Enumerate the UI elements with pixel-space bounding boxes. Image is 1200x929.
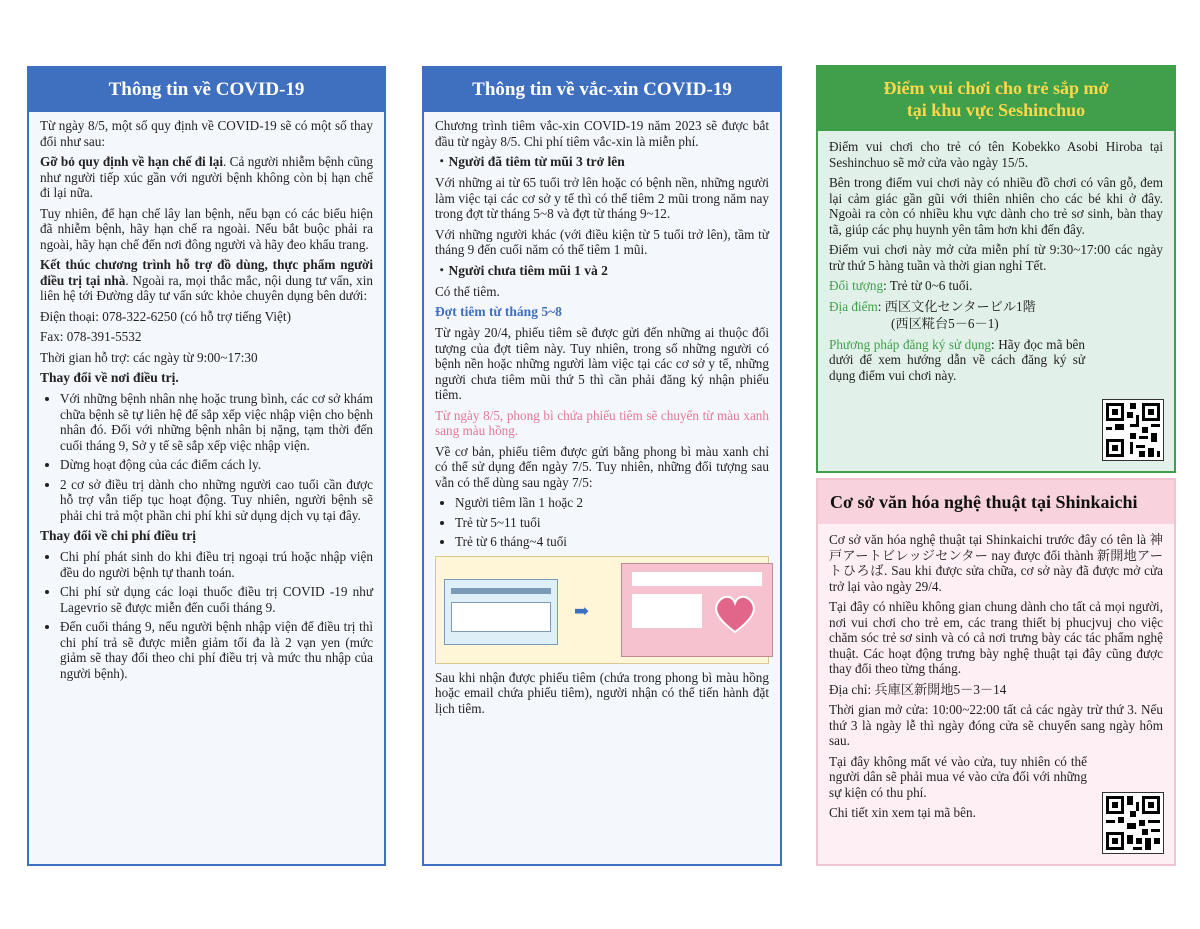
list-item: • Chi phí sử dụng các loại thuốc điều trị COVID -19 như Lagevrio sẽ được miễn đến cuối tháng 9. (60, 584, 373, 615)
dose3-heading: ・Người đã tiêm từ mũi 3 trở lên (435, 154, 625, 169)
playground-address-2: (西区糀台5－6－1) (891, 316, 999, 331)
unvaccinated-heading: ・Người chưa tiêm mũi 1 và 2 (435, 262, 608, 278)
covid-info-title: Thông tin về COVID-19 (29, 68, 384, 112)
vaccine-info-title: Thông tin về vắc-xin COVID-19 (424, 68, 780, 112)
playground-address (829, 299, 1163, 315)
playground-title (818, 67, 1174, 131)
covid-info-panel (27, 66, 386, 866)
playground-description: Bên trong điểm vui chơi này có nhiều đồ chơi có vân gỗ, đem lại cảm giác gần gũi với thiên nhiên cho các bé khi ở đây. Ngoài ra còn có nhiều khu vực dành cho trẻ sơ sinh, bàn thay tã, giúp các phụ huynh yên tâm hơn khi đến đây. (829, 175, 1163, 237)
playground-title-line2: tại khu vực Seshinchuo (906, 100, 1086, 120)
playground-hours: Điểm vui chơi này mở cửa miễn phí từ 9:30~17:00 các ngày trừ thứ 5 hàng tuần và thời gian nghỉ Tết. (829, 242, 1163, 273)
shinkaichi-address: Địa chỉ: 兵庫区新開地5－3－14 (829, 681, 1007, 697)
envelope-illustration (435, 556, 769, 664)
shinkaichi-art-panel (816, 478, 1176, 866)
blue-envelope-text: Về cơ bản, phiếu tiêm được gửi bằng phong bì màu xanh chỉ có thể sử dụng đến ngày 7/5. Tuy nhiên, những đối tượng sau vẫn có thể dùng sau ngày 7/5: (435, 443, 769, 490)
ticket-delivery-text: Từ ngày 20/4, phiếu tiêm sẽ được gửi đến những ai thuộc đối tượng của đợt tiêm này. Tuy nhiên, trong số những người có bệnh nền hoặc những người làm việc tại các cơ sở y tế, những người chưa tiêm mũi thứ 5 thì cần phải đăng ký nhận phiếu tiêm. (435, 325, 769, 402)
covid-intro: Từ ngày 8/5, một số quy định về COVID-19 sẽ có một số thay đổi như sau: (40, 118, 373, 149)
shinkaichi-hours: Thời gian mở cửa: 10:00~22:00 tất cả các ngày trừ thứ 3. Nếu thứ 3 là ngày lễ thì ngày đóng cửa sẽ chuyển sang ngày hôm sau. (829, 702, 1163, 748)
after-receipt-text: Sau khi nhận được phiếu tiêm (chứa trong phong bì màu hồng hoặc email chứa phiếu tiêm), người nhận có thể tiến hành đặt lịch tiêm. (435, 669, 769, 716)
eligible-list (435, 495, 769, 550)
list-item: • 2 cơ sở điều trị dành cho những người cao tuổi cần được hỗ trợ vẫn tiếp tục hoạt động. Tuy nhiên, người bệnh sẽ phải chi trả một phần chi phí khi sử dụng dịch vụ tại đây. (60, 477, 373, 524)
playground-registration (829, 337, 1163, 384)
address-label: Địa điểm (829, 298, 878, 314)
dose3-others-text: Với những người khác (với điều kiện từ 5 tuổi trở lên), tầm từ tháng 9 đến cuối năm có thể tiêm 1 mũi. (435, 226, 769, 257)
list-item: • Trẻ từ 5~11 tuổi (455, 515, 769, 531)
kids-playground-panel (816, 65, 1176, 473)
support-end-text: . Ngoài ra, mọi thắc mắc, nội dung tư vấn, xin liên hệ tới Đường dây tư vấn sức khỏe chuyên dụng bên dưới: (40, 272, 373, 303)
playground-title-line1: Điểm vui chơi cho trẻ sắp mở (883, 78, 1109, 98)
envelope-color-notice: Từ ngày 8/5, phong bì chứa phiếu tiêm sẽ chuyển từ màu xanh sang màu hồng. (435, 407, 769, 438)
target-value: : Trẻ từ 0~6 tuổi. (883, 278, 973, 293)
travel-restriction-paragraph (40, 154, 373, 201)
fax-number: Fax: 078-391-5532 (40, 329, 142, 344)
list-item: • Đến cuối tháng 9, nếu người bệnh nhập viện để điều trị thì chi phí trả sẽ được miễn giảm tối đa là 2 vạn yen (mức giảm sẽ thay đổi theo chi phí điều trị và mức thu nhập của người bệnh). (60, 619, 373, 681)
vaccine-intro: Chương trình tiêm vắc-xin COVID-19 năm 2023 sẽ được bắt đầu từ ngày 8/5. Chi phí tiêm vắc-xin là miễn phí. (435, 118, 769, 149)
vaccine-info-body (424, 112, 780, 864)
address-value: : 西区文化センタービル1階 (877, 298, 1036, 314)
unvaccinated-text: Có thể tiêm. (435, 283, 500, 299)
treatment-cost-heading: Thay đổi về chi phí điều trị (40, 528, 197, 543)
shinkaichi-title: Cơ sở văn hóa nghệ thuật tại Shinkaichi (818, 480, 1174, 524)
shinkaichi-qr-code[interactable] (1102, 792, 1164, 854)
support-hours: Thời gian hỗ trợ: các ngày từ 9:00~17:30 (40, 349, 258, 365)
registration-label: Phương pháp đăng ký sử dụng (829, 336, 992, 352)
round-may-aug-heading: Đợt tiêm từ tháng 5~8 (435, 304, 562, 319)
treatment-cost-list (40, 549, 373, 681)
list-item: • Trẻ từ 6 tháng~4 tuổi (455, 534, 769, 550)
playground-opening: Điểm vui chơi cho trẻ có tên Kobekko Asobi Hiroba tại Seshinchuo sẽ mở cửa vào ngày 15/5. (829, 139, 1163, 170)
treatment-place-list (40, 391, 373, 523)
list-item: • Với những bệnh nhân nhẹ hoặc trung bình, các cơ sở khám chữa bệnh sẽ tự liên hệ để sắp xếp việc nhập viện cho bệnh nhân đó. Đối với những bệnh nhân bị nặng, tạm thời đến cuối tháng 9, Sở y tế sẽ sắp xếp việc nhập viện. (60, 391, 373, 453)
support-end-paragraph (40, 257, 373, 304)
pink-envelope-image (621, 563, 773, 657)
treatment-place-heading: Thay đổi về nơi điều trị. (40, 370, 179, 385)
shinkaichi-details: Chi tiết xin xem tại mã bên. (829, 805, 976, 820)
travel-restriction-text: . Cả người nhiễm bệnh cũng như người tiếp xúc gần với người bệnh không còn bị hạn chế đi lại nữa. (40, 154, 373, 200)
list-item: • Dừng hoạt động của các điểm cách ly. (60, 457, 373, 473)
heart-icon (712, 594, 758, 634)
travel-restriction-heading: Gỡ bỏ quy định về hạn chế đi lại (40, 154, 224, 169)
blue-envelope-image (444, 579, 558, 645)
shinkaichi-intro: Cơ sở văn hóa nghệ thuật tại Shinkaichi trước đây có tên là 神戸アートビレッジセンター nay được đổi thành 新開地アートひろば. Sau khi được sửa chữa, cơ sở này đã được mở cửa trở lại vào ngày 29/4. (829, 532, 1163, 594)
support-end-heading: Kết thúc chương trình hỗ trợ đồ dùng, thực phẩm người điều trị tại nhà (40, 257, 373, 288)
playground-qr-code[interactable] (1102, 399, 1164, 461)
dose3-elderly-text: Với những ai từ 65 tuổi trở lên hoặc có bệnh nền, những người làm việc tại các cơ sở y tế thì có thể tiêm 2 mũi trong năm nay trong đợt từ tháng 5~8 và đợt từ tháng 9~12. (435, 175, 769, 221)
registration-value: : Hãy đọc mã bên dưới để xem hướng dẫn về cách đăng ký sử dụng điểm vui chơi này. (829, 336, 1085, 383)
spread-prevention-text: Tuy nhiên, để hạn chế lây lan bệnh, nếu bạn có các biểu hiện đã nhiễm bệnh, hãy hạn chế ra ngoài. Nếu bắt buộc phải ra ngoài, hãy hạn chế đến nơi đông người và hãy đeo khẩu trang. (40, 205, 373, 252)
list-item: • Người tiêm lần 1 hoặc 2 (455, 495, 769, 511)
playground-target (829, 278, 1163, 294)
covid-info-body (29, 112, 384, 864)
arrow-right-icon: ➡ (574, 600, 590, 621)
target-label: Đối tượng (829, 278, 884, 293)
shinkaichi-fee: Tại đây không mất vé vào cửa, tuy nhiên có thể người dân sẽ phải mua vé vào cửa đối với những sự kiện có thu phí. (829, 753, 1087, 800)
phone-number: Điện thoại: 078-322-6250 (có hỗ trợ tiếng Việt) (40, 308, 291, 324)
vaccine-info-panel (422, 66, 782, 866)
shinkaichi-description: Tại đây có nhiều không gian chung dành cho tất cả mọi người, nơi vui chơi cho trẻ em, các trang thiết bị phucjvuj cho việc chăm sóc trẻ sơ sinh và có cả nơi trưng bày các tác phẩm nghệ thuật. Các hoạt động trưng bày nghệ thuật tại đây cũng được thay đổi theo từng tháng. (829, 599, 1163, 676)
list-item: • Chi phí phát sinh do khi điều trị ngoại trú hoặc nhập viện đều do người bệnh tự thanh toán. (60, 549, 373, 580)
